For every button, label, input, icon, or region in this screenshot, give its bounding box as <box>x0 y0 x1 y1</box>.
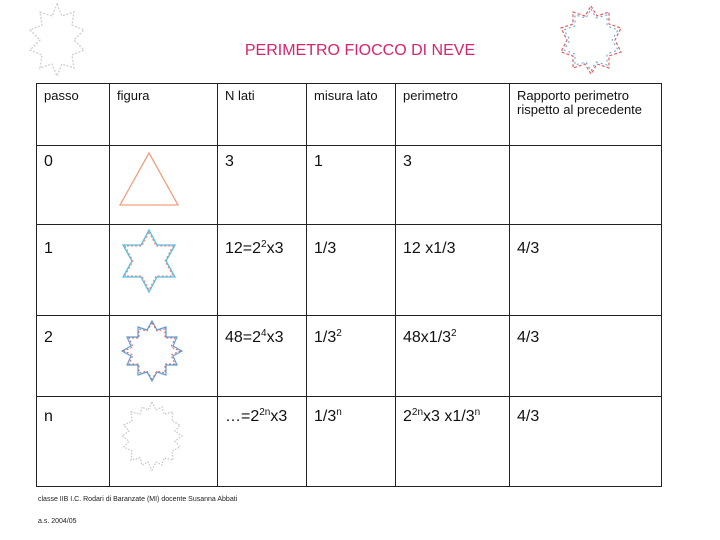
cell-misura-lato <box>307 225 396 316</box>
koch-step2-figure <box>116 319 188 383</box>
cell-misura-lato <box>307 397 396 487</box>
cell-misura-lato <box>307 316 396 397</box>
top-right-snowflake-icon <box>557 4 625 76</box>
n-lati-text: 48=2 <box>225 329 262 346</box>
n-lati-text: …=2 <box>225 408 260 425</box>
table-row <box>37 397 662 487</box>
cell-passo: 0 <box>37 146 110 225</box>
header-figura: figura <box>110 84 218 146</box>
star-of-david-figure <box>116 228 182 294</box>
header-passo: passo <box>37 84 110 146</box>
n-lati-suffix: x3 <box>270 408 288 425</box>
cell-passo: 1 <box>37 225 110 316</box>
table-row <box>37 316 662 397</box>
star-shape <box>123 230 175 292</box>
cell-perimetro <box>396 397 510 487</box>
cell-rapporto: 4/3 <box>510 316 662 397</box>
cell-n-lati <box>218 397 307 487</box>
koch-stepn-figure <box>116 400 188 472</box>
misura-text: 1/3 <box>314 329 337 346</box>
header-perimetro: perimetro <box>396 84 510 146</box>
cell-n-lati <box>218 316 307 397</box>
misura-text: 1 <box>314 153 323 170</box>
perimetro-exponent: 2 <box>451 328 457 339</box>
cell-passo: 2 <box>37 316 110 397</box>
snowflake-perimeter-table <box>36 83 662 487</box>
top-left-snowflake-icon <box>28 2 86 78</box>
triangle-shape <box>120 153 178 205</box>
cell-rapporto: 4/3 <box>510 397 662 487</box>
header-rapporto: Rapporto perimetro rispetto al precedente <box>510 84 662 146</box>
cell-perimetro <box>396 316 510 397</box>
n-lati-suffix: x3 <box>266 329 284 346</box>
flake-shape-inner <box>564 9 618 71</box>
cell-n-lati <box>218 225 307 316</box>
cell-rapporto: 4/3 <box>510 225 662 316</box>
cell-figura <box>110 146 218 225</box>
footer-school-year: a.s. 2004/05 <box>38 518 77 525</box>
cell-figura <box>110 397 218 487</box>
cell-figura <box>110 316 218 397</box>
n-lati-text: 12=2 <box>225 240 262 257</box>
koch-n-shape <box>122 402 182 470</box>
table-row <box>37 225 662 316</box>
perimetro-text: 48x1/3 <box>403 329 452 346</box>
table-header-row <box>37 84 662 146</box>
perimetro-exponent-2: n <box>474 407 481 418</box>
n-lati-exponent: 2 <box>261 239 267 250</box>
koch-shape-hatch <box>124 323 180 379</box>
perimetro-suffix: x3 x1/3 <box>423 408 475 425</box>
triangle-figure <box>116 149 182 211</box>
perimetro-text: 2 <box>403 408 412 425</box>
cell-perimetro <box>396 225 510 316</box>
n-lati-exponent: 2n <box>259 407 271 418</box>
n-lati-exponent: 4 <box>261 328 267 339</box>
n-lati-text: 3 <box>225 153 234 170</box>
perimetro-text: 3 <box>403 153 412 170</box>
cell-misura-lato <box>307 146 396 225</box>
cell-rapporto <box>510 146 662 225</box>
perimetro-text: 12 x1/3 <box>403 240 456 257</box>
table-row <box>37 146 662 225</box>
misura-text: 1/3 <box>314 408 337 425</box>
cell-n-lati <box>218 146 307 225</box>
header-n-lati: N lati <box>218 84 307 146</box>
perimetro-exponent: 2n <box>411 407 424 418</box>
misura-exponent: 2 <box>336 328 342 339</box>
n-lati-suffix: x3 <box>266 240 284 257</box>
page-title: PERIMETRO FIOCCO DI NEVE <box>244 42 476 59</box>
footer-credits: classe IIB I.C. Rodari di Baranzate (MI) docente Susanna Abbati <box>38 496 238 503</box>
misura-text: 1/3 <box>314 240 337 257</box>
cell-figura <box>110 225 218 316</box>
misura-exponent: n <box>336 407 342 418</box>
cell-passo: n <box>37 397 110 487</box>
flake-shape <box>30 4 84 76</box>
header-misura-lato: misura lato <box>307 84 396 146</box>
koch-shape <box>122 321 182 381</box>
cell-perimetro <box>396 146 510 225</box>
